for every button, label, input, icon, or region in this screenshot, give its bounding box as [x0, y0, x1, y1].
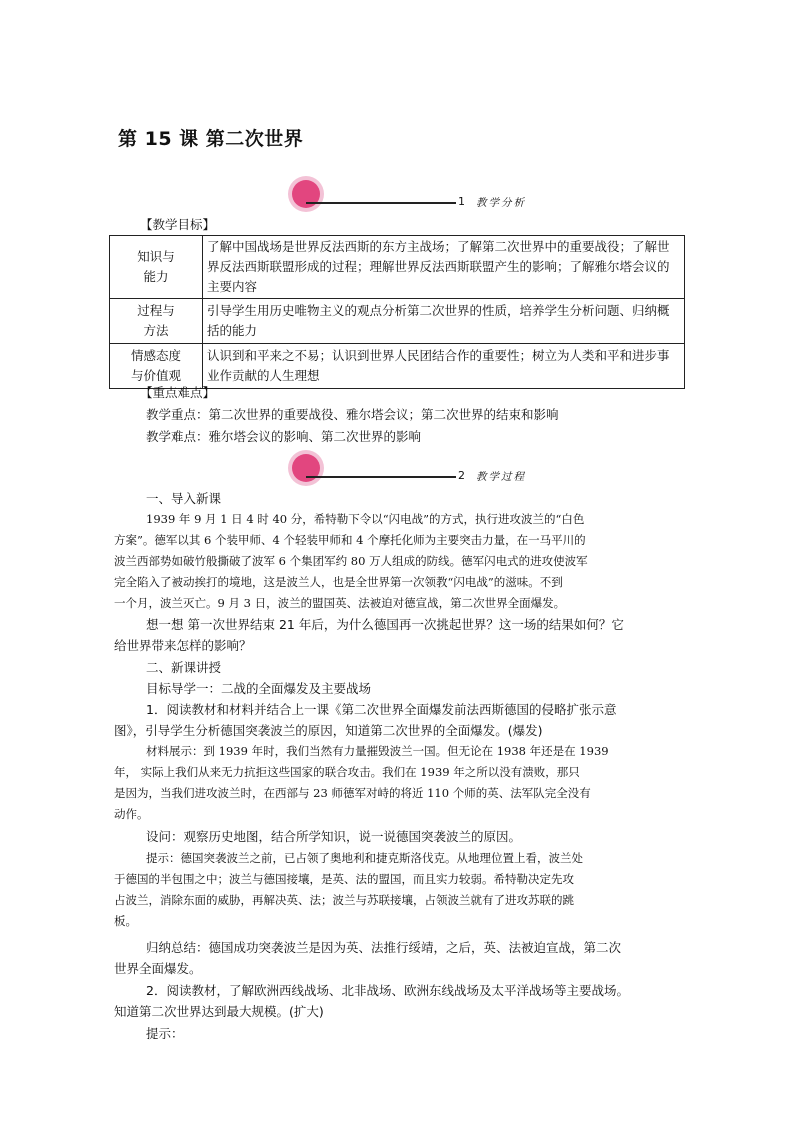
goal-value: 了解中国战场是世界反法西斯的东方主战场；了解第二次世界中的重要战役；了解世界反法西斯联盟形成的过程；理解世界反法西斯联盟产生的影响；了解雅尔塔会议的主要内容 [203, 236, 685, 299]
key-points-heading: 【重点难点】 [140, 385, 216, 400]
goal-value: 引导学生用历史唯物主义的观点分析第二次世界的性质，培养学生分析问题、归纳概括的能力 [203, 299, 685, 344]
guide-heading-1: 目标导学一：二战的全面爆发及主要战场 [146, 681, 372, 696]
think-paragraph: 想一想 第一次世界结束 21 年后，为什么德国再一次挑起世界？这一场的结果如何？它 给世界带来怎样的影响？ [114, 617, 624, 653]
section-number: 2 [458, 469, 465, 482]
section-number: 1 [458, 195, 465, 208]
item-1-paragraph: 1．阅读教材和材料并结合上一课《第二次世界全面爆发前法西斯德国的侵略扩张示意 图》，引导学生分析德国突袭波兰的原因，知道第二次世界的全面爆发。(爆发) [114, 702, 617, 738]
goal-key: 情感态度 与价值观 [110, 344, 203, 389]
difficulty-text: 教学难点：雅尔塔会议的影响、第二次世界的影响 [146, 429, 422, 444]
goals-heading: 【教学目标】 [140, 217, 216, 232]
divider [306, 476, 456, 478]
goal-key: 过程与 方法 [110, 299, 203, 344]
intro-heading: 一、导入新课 [146, 491, 222, 506]
new-lesson-heading: 二、新课讲授 [146, 660, 222, 675]
question-text: 设问：观察历史地图，结合所学知识，说一说德国突袭波兰的原因。 [146, 829, 522, 844]
page-title: 第 15 课 第二次世界 [118, 128, 304, 150]
section-label: 教学过程 [476, 471, 526, 483]
focus-text: 教学重点：第二次世界的重要战役、雅尔塔会议；第二次世界的结束和影响 [146, 407, 559, 422]
table-row [110, 236, 685, 299]
goals-table [109, 235, 685, 389]
hint-paragraph: 提示：德国突袭波兰之前，已占领了奥地利和捷克斯洛伐克。从地理位置上看，波兰处 于德国的半包围之中；波兰与德国接壤，是英、法的盟国，而且实力较弱。希特勒决定先攻 占波兰，消除东面的威胁，再解决英、法；波兰与苏联接壤，占领波兰就有了进攻苏联的跳 板。 [114, 851, 583, 928]
section-label: 教学分析 [476, 197, 526, 209]
intro-paragraph: 1939 年 9 月 1 日 4 时 40 分，希特勒下令以“闪电战”的方式，执行进攻波兰的“白色 方案”。德军以其 6 个装甲师、4 个轻装甲师和 4 个摩托化师为主要突击力量，在一马平川的 波兰西部势如破竹般撕破了波军 6 个集团军约 80 万人组成的防线。德军闪电式的进攻使波军 完全陷入了被动挨打的境地，这是波兰人，也是全世界第一次领教“闪电战”的滋味。不到 一个月，波兰灭亡。9 月 3 日，波兰的盟国英、法被迫对德宣战，第二次世界全面爆发。 [114, 512, 588, 610]
summary-paragraph: 归纳总结：德国成功突袭波兰是因为英、法推行绥靖，之后，英、法被迫宣战，第二次 世界全面爆发。 [114, 940, 622, 976]
divider [306, 202, 456, 204]
pink-circle-icon [288, 176, 324, 212]
item-2-paragraph: 2．阅读教材，了解欧洲西线战场、北非战场、欧洲东线战场及太平洋战场等主要战场。 知道第二次世界达到最大规模。(扩大) [114, 983, 629, 1019]
section-header-process [288, 450, 648, 490]
table-row [110, 299, 685, 344]
pink-circle-icon [288, 450, 324, 486]
goal-value: 认识到和平来之不易；认识到世界人民团结合作的重要性；树立为人类和平和进步事业作贡献的人生理想 [203, 344, 685, 389]
goal-key: 知识与 能力 [110, 236, 203, 299]
material-paragraph: 材料展示：到 1939 年时，我们当然有力量摧毁波兰一国。但无论在 1938 年还是在 1939 年， 实际上我们从来无力抗拒这些国家的联合攻击。我们在 1939 年之所以没有溃败，那只 是因为，当我们进攻波兰时，在西部与 23 师德军对峙的将近 110 个师的英、法军队完全没有 动作。 [114, 744, 609, 821]
hint-2-label: 提示： [146, 1026, 184, 1041]
section-header-analysis [288, 176, 648, 216]
